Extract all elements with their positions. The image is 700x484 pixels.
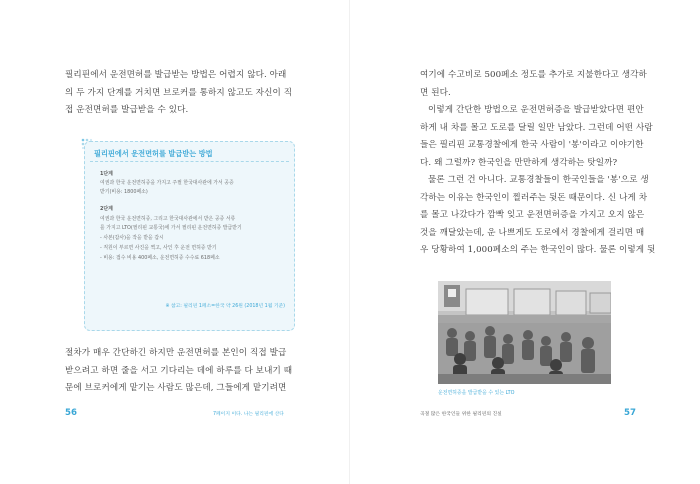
right-page [350, 0, 700, 484]
page-number-right: 57 [624, 408, 636, 418]
left-paragraph-1 [65, 67, 292, 120]
step2-line: 를 가지고 LTO(필리핀 교통국)에 가서 필리핀 운전면허증 발급받기 [100, 225, 242, 231]
text-line: 이렇게 간단한 방법으로 운전면허증을 발급받았다면 편안 [428, 105, 644, 115]
step1-line: 여권과 한국 운전면허증을 가지고 주필 한국대사관에 가서 공증 [100, 180, 234, 186]
info-box-divider [90, 161, 289, 163]
text-line: 물론 그런 건 아니다. 교통경찰들이 한국인들을 '봉'으로 생 [428, 175, 649, 185]
step1-title: 1단계 [100, 171, 113, 177]
info-box [84, 141, 295, 331]
text-line: 여기에 수고비로 500페소 정도를 추가로 지불한다고 생각하 [420, 70, 647, 80]
text-line: 우 당황하여 1,000페소의 주는 한국인이 많다. 물론 이렇게 뒷 [420, 245, 656, 256]
text-line: 다. 왜 그럴까? 한국인을 만만하게 생각하는 탓일까? [420, 157, 618, 168]
step2-line: - 사본(갑사)을 작을 받을 갑시 [100, 235, 164, 241]
info-box-source: ※ 참고: 필리핀 1페소=한국 약 26원 (2018년 1월 기준) [165, 304, 285, 309]
page-number: 56 [65, 408, 77, 418]
text-line: 하게 내 차를 몰고 도로를 달릴 일만 남았다. 그런데 어떤 사람 [420, 122, 653, 133]
right-paragraph-1 [420, 67, 647, 102]
running-head-right: 곡절 많은 한국인들 위한 필리핀의 진실 [420, 412, 502, 417]
text-line: 절차가 매우 간단하긴 하지만 운전면허를 본인이 직접 발급 [65, 348, 287, 358]
running-head: 7페이지 이다. 나는 필리핀에 산다 [213, 412, 284, 417]
lto-office-photo [438, 281, 611, 384]
left-paragraph-2 [65, 345, 292, 398]
text-line: 들은 필리핀 교통경찰에게 한국 사람이 '봉'이라고 이야기한 [420, 140, 644, 151]
lto-office-photo-illustration [438, 281, 611, 384]
right-paragraph-3 [420, 172, 655, 260]
step2-title: 2단계 [100, 206, 113, 212]
text-line: 각하는 이유는 한국인이 찔러주는 뒷돈 때문이다. 신 나게 차 [420, 192, 648, 203]
text-line: 면 된다. [420, 87, 451, 98]
corner-dots-icon [80, 137, 94, 151]
text-line: 것을 깨달았는데, 운 나쁘게도 도로에서 경찰에게 걸리면 매 [420, 227, 645, 238]
right-paragraph-2 [420, 102, 653, 172]
text-line: 접 운전면허를 발급받을 수 있다. [65, 105, 189, 116]
info-box-title: 필리핀에서 운전면허를 발급받는 방법 [94, 149, 213, 158]
step2-line: - 직원이 부르면 사진을 찍고, 사인 후 운전 면허증 받기 [100, 245, 217, 251]
step2-line: 여권과 한국 운전면허증, 그리고 한국대사관에서 받은 공증 서류 [100, 216, 236, 222]
text-line: 의 두 가지 단계를 거치면 브로커를 통하지 않고도 자신이 직 [65, 87, 293, 98]
step2-line: - 비용: 접수 비용 400페소, 운전면허증 수수료 618페소 [100, 255, 220, 261]
photo-caption: 운전면허증을 발급받을 수 있는 LTO [438, 390, 515, 396]
text-line: 받으려고 하면 줄을 서고 기다리는 데에 하루를 다 보내기 때 [65, 365, 293, 376]
text-line: 를 몰고 나갔다가 깜빡 잊고 운전면허증을 가지고 오지 않은 [420, 210, 645, 221]
text-line: 필리핀에서 운전면허를 발급받는 방법은 어렵지 않다. 아래 [65, 70, 287, 80]
text-line: 문에 브로커에게 맡기는 사람도 많은데, 그들에게 맡기려면 [65, 383, 287, 394]
step1-line: 받기(비용: 1800페소) [100, 189, 148, 195]
